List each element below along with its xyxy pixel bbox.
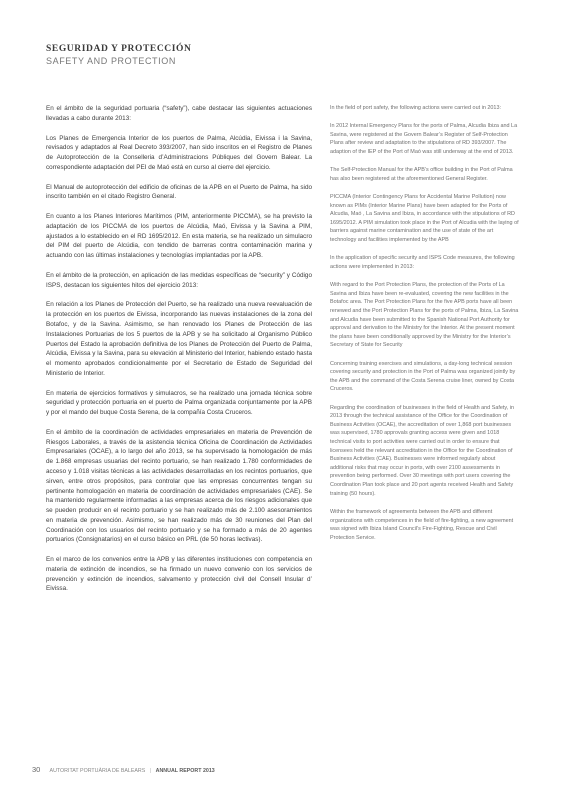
footer-publisher: AUTORITAT PORTUÀRIA DE BALEARS	[49, 768, 146, 774]
page-footer	[32, 765, 215, 774]
english-paragraph: In the application of specific security and ISPS Code measures, the following actions were implemented in 2013:	[330, 255, 515, 270]
english-paragraph: Within the framework of agreements between the APB and different organizations with competences in the field of fire-fighting, a new agreement was signed with Ibiza Island Council’s Fire-Fighting, Rescue and Civil Protection Service.	[330, 508, 514, 541]
spanish-paragraph: En el ámbito de la coordinación de actividades empresariales en materia de Prevención de Riesgos Laborales, a través de la asistencia técnica Oficina de Coordinación de Actividades Empresariales (OCAE), a lo largo del año 2013, se ha supervisado la homologación de más de 1.868 empresas usuarias del recinto portuario, se han realizado 1.780 conformidades de acceso y 1.018 visitas técnicas a las actividades desarrolladas en los recintos portuarios, que sirven, entre otros propósitos, para controlar que las empresas concurrentes tengan su pertinente homologación en materia de coordinación de actividades empresariales (CAE). Se ha mantenido regularmente informadas a las empresas acerca de los riesgos adicionales que se pueden producir en el recinto portuario y se han realizado más de 2.100 asesoramientos en materia de prevención. Asimismo, se han realizado más de 30 reuniones del Plan del Coordinación con los usuarios del recinto portuario y se ha formado a más de 20 agentes portuarios (Consignatarios) en el curso básico en PRL (de 50 horas lectivas).	[46, 428, 312, 544]
page-number: 30	[32, 765, 41, 774]
spanish-paragraph: Los Planes de Emergencia Interior de los puertos de Palma, Alcúdia, Eivissa i la Savina, revisados y adaptados al Real Decreto 393/2007, han sido inscritos en el Registro de Planes de Autoprotección de la Conselleria d’Administracions Públiques del Govern Balear. La correspondiente adaptación del PEI de Maó está en curso al cierre del ejercicio.	[46, 134, 312, 171]
spanish-paragraph: En cuanto a los Planes Interiores Marítimos (PIM, anteriormente PICCMA), se ha previsto la adaptación de los PICCMA de los puertos de Alcúdia, Maó, Eivissa y la Savina a PIM, ajustados a lo establecido en el RD 1695/2012. En esta materia, se ha realizado un simulacro del PIM del puerto de Alcúdia, con tendido de barreras contra contaminación marina y actuando con las últimas instalaciones y tecnologías implantadas por la APB.	[46, 213, 312, 260]
english-column	[330, 104, 520, 552]
spanish-column	[46, 104, 312, 604]
section-title-english: SAFETY AND PROTECTION	[46, 56, 176, 66]
spanish-paragraph: En el ámbito de la seguridad portuaria (“safety”), cabe destacar las siguientes actuaciones llevadas a cabo durante 2013:	[46, 105, 312, 122]
footer-report-title: ANNUAL REPORT 2013	[155, 768, 215, 774]
section-title-spanish: SEGURIDAD Y PROTECCIÓN	[46, 44, 192, 54]
english-paragraph: Regarding the coordination of businesses in the field of Health and Safety, in 2013 through the technical assistance of the Office for the Coordination of Business Activities (OCAE), the accreditation of over 1,868 port businesses was supervised, 1780 approvals granting access were given and 1018 technical visits to port activities were carried out in order to ensure that licensees held the relevant accreditation in the Office for the Coordination of Business Activities (CAE). Businesses were informed regularly about additional risks that may occur in ports, with over 2100 assessments in prevention being performed. Over 30 meetings with port users covering the Coordination Plan took place and 20 port agents received Health and Safety training (50 hours).	[330, 404, 514, 497]
english-paragraph: With regard to the Port Protection Plans, the protection of the Ports of La Savina and Ibiza have been re-evaluated, covering the new facilities in the Botafoc area. The Port Protection Plans for the five APB ports have all been renewed and the Port Protection Plans for the ports of Palma, Ibiza, La Savina and Alcudia have been submitted to the Spanish National Port Authority for approval and derivation to the Ministry for the Interior. At the present moment the plans have been conditionally approved by the Ministry for the Interior’s Secretary of State for Security	[330, 282, 519, 349]
footer-separator: |	[149, 768, 152, 774]
section-header	[46, 44, 192, 66]
spanish-paragraph: En el ámbito de la protección, en aplicación de las medidas específicas de “security” y Código ISPS, destacan los siguientes hitos del ejercicio 2013:	[46, 271, 312, 289]
english-paragraph: The Self-Protection Manual for the APB’s office building in the Port of Palma has also been registered at the aforementioned General Register.	[330, 167, 513, 182]
english-paragraph: Concerning training exercises and simulations, a day-long technical session covering security and protection in the Port of Palma was organized jointly by the APB and the command of the Costa Serena cruise liner, owned by Costa Cruceros.	[330, 360, 516, 393]
english-paragraph: PICCMA (Interior Contingency Plans for Accidental Marine Pollution) now known as PIMs (Interior Marine Plans) have been adapted for the Ports of Alcudia, Maó , La Savina and Ibiza, in accordance with the stipulations of RD 1695/2012. A PIM simulation took place in the Port of Alcudia with the laying of barriers against marine contamination and the use of state of the art technology and facilities implemented by the APB	[330, 194, 519, 244]
english-paragraph: In 2012 Internal Emergency Plans for the ports of Palma, Alcudia Ibiza and La Savina, were registered at the Govern Balear’s Register of Self-Protection Plans after review and adaptation to the stipulations of RD 393/2007. The adaption of the IEP of the Port of Maó was still underway at the end of 2013.	[330, 123, 518, 156]
spanish-paragraph: El Manual de autoprotección del edificio de oficinas de la APB en el Puerto de Palma, ha sido inscrito también en el citado Registro General.	[46, 183, 312, 201]
spanish-paragraph: En relación a los Planes de Protección del Puerto, se ha realizado una nueva reevaluación de la protección en los puertos de Eivissa, incorporando las nuevas instalaciones de la zona del Botafoc, y de la Savina. Asimismo, se han renovado los Planes de Protección de las Instalaciones Portuarias de los 5 puertos de la APB y se ha solicitado al Organismo Público Puertos del Estado la aprobación definitiva de los Planes de Protección del Puerto de Palma, Alcúdia, Eivissa y la Savina, para su elevación al Ministerio del Interior, habiendo estado hasta el momento aprobados condicionalmente por el Secretario de Estado de Seguridad del Ministerio de Interior.	[46, 301, 312, 377]
spanish-paragraph: En materia de ejercicios formativos y simulacros, se ha realizado una jornada técnica sobre seguridad y protección portuaria en el puerto de Palma organizada conjuntamente por la APB y por el mando del buque Costa Serena, de la compañía Costa Cruceros.	[46, 389, 312, 417]
spanish-paragraph: En el marco de los convenios entre la APB y las diferentes instituciones con competencia en materia de extinción de incendios, se ha firmado un nuevo convenio con los servicios de prevención y extinción de incendios, salvamento y protección civil del Consell Insular d’ Eivissa.	[46, 556, 312, 593]
english-paragraph: In the field of port safety, the following actions were carried out in 2013:	[330, 105, 501, 111]
